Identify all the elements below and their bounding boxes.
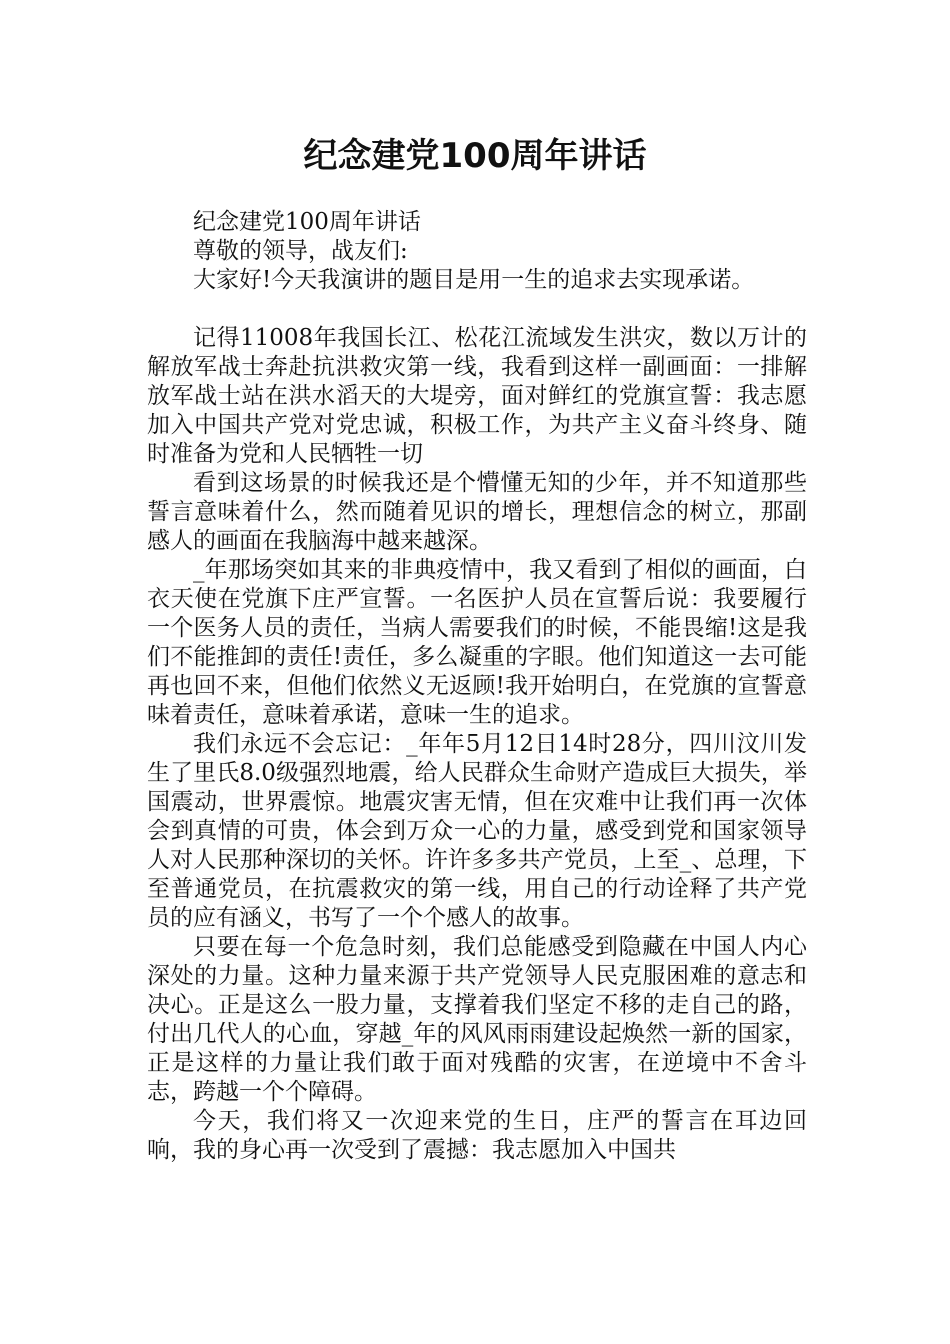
document-body: [147, 208, 807, 1165]
body-paragraph-subtitle: 纪念建党100周年讲话: [193, 209, 421, 235]
document-title: 纪念建党100周年讲话: [303, 136, 647, 176]
body-paragraph: 今天，我们将又一次迎来党的生日，庄严的誓言在耳边回响，我的身心再一次受到了震撼：我志愿加入中国共: [147, 1108, 807, 1163]
body-paragraph: _年那场突如其来的非典疫情中，我又看到了相似的画面，白衣天使在党旗下庄严宣誓。一名医护人员在宣誓后说：我要履行一个医务人员的责任，当病人需要我们的时候，不能畏缩!这是我们不能推卸的责任!责任，多么凝重的字眼。他们知道这一去可能再也回不来，但他们依然义无返顾!我开始明白，在党旗的宣誓意味着责任，意味着承诺，意味一生的追求。: [147, 557, 807, 728]
body-paragraph: 我们永远不会忘记：_年年5月12日14时28分，四川汶川发生了里氏8.0级强烈地震，给人民群众生命财产造成巨大损失，举国震动，世界震惊。地震灾害无情，但在灾难中让我们再一次体会到真情的可贵，体会到万众一心的力量，感受到党和国家领导人对人民那种深切的关怀。许许多多共产党员，上至_、总理，下至普通党员，在抗震救灾的第一线，用自己的行动诠释了共产党员的应有涵义，书写了一个个感人的故事。: [147, 731, 807, 931]
body-paragraph: 记得11008年我国长江、松花江流域发生洪灾，数以万计的解放军战士奔赴抗洪救灾第一线，我看到这样一副画面：一排解放军战士站在洪水滔天的大堤旁，面对鲜红的党旗宣誓：我志愿加入中国共产党对党忠诚，积极工作，为共产主义奋斗终身、随时准备为党和人民牺牲一切: [147, 325, 807, 467]
body-paragraph: 只要在每一个危急时刻，我们总能感受到隐藏在中国人内心深处的力量。这种力量来源于共产党领导人民克服困难的意志和决心。正是这么一股力量，支撑着我们坚定不移的走自己的路，付出几代人的心血，穿越_年的风风雨雨建设起焕然一新的国家，正是这样的力量让我们敢于面对残酷的灾害，在逆境中不舍斗志，跨越一个个障碍。: [147, 934, 807, 1105]
body-paragraph-greeting: 大家好!今天我演讲的题目是用一生的追求去实现承诺。: [193, 267, 755, 293]
body-paragraph: 看到这场景的时候我还是个懵懂无知的少年，并不知道那些誓言意味着什么，然而随着见识的增长，理想信念的树立，那副感人的画面在我脑海中越来越深。: [147, 470, 807, 554]
body-paragraph-salutation: 尊敬的领导，战友们:: [193, 238, 408, 264]
